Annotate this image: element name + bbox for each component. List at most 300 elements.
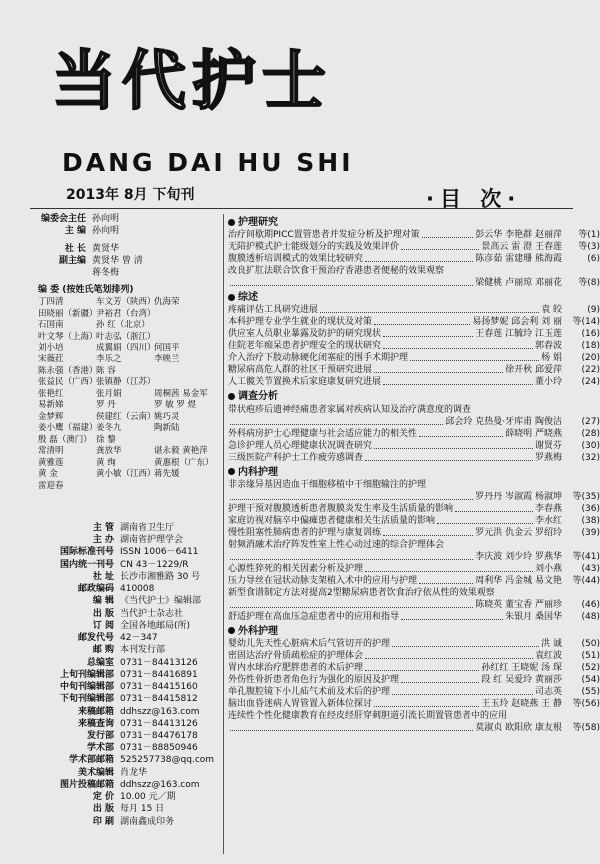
toc-leader-dots (392, 646, 539, 647)
toc-leader-dots (365, 460, 533, 461)
member-name: 成翼娟（四川） (96, 343, 156, 353)
toc-entry-page: (54) (581, 674, 600, 685)
publication-row (38, 620, 218, 632)
toc-entry (228, 651, 600, 662)
member-name (154, 309, 212, 320)
publication-value: 0731－88850946 (120, 743, 198, 754)
toc-entry-authors: 景高云 雷 澄 王春莲 (481, 242, 562, 253)
toc-entry-page: (20) (581, 353, 600, 364)
toc-leader-dots (422, 237, 474, 238)
toc-entry-page: (48) (581, 611, 600, 622)
publication-info (38, 522, 218, 828)
toc-entry-authors: 朱银月 桑国华 (505, 611, 562, 622)
toc-leader-dots (410, 360, 539, 361)
publication-row (38, 571, 218, 583)
toc-entry (228, 429, 600, 440)
toc-entry-authors: 徐开秋 邱爱萍 (505, 365, 562, 376)
toc-entry (228, 405, 600, 416)
toc-section-heading (228, 292, 600, 304)
toc-entry (228, 576, 600, 587)
member-name (154, 435, 212, 446)
publication-row (38, 706, 218, 718)
toc-section-title: 综述 (238, 292, 258, 304)
publication-value: 《当代护士》编辑部 (120, 596, 202, 607)
toc-leader-dots (374, 448, 533, 449)
publication-label: 来稿邮箱 (77, 706, 114, 717)
toc-leader-dots (401, 682, 479, 683)
publication-label: 邮政编码 (77, 584, 114, 595)
toc-entry-title: 改良扩肛法联合饮食干预治疗香港患者便秘的效果观察 (228, 266, 445, 277)
toc-entry (228, 552, 600, 563)
publication-row (38, 779, 218, 791)
publication-row (38, 693, 218, 705)
toc-entry-title: 密固达治疗骨质疏松症的护理体会 (228, 650, 364, 661)
toc-entry (228, 453, 600, 464)
toc-entry-title: 射频消融术治疗阵发性室上性心动过速的综合护理体会 (228, 539, 445, 550)
issue-date: 2013年 8月 下旬刊 (66, 187, 195, 203)
publication-row (38, 644, 218, 656)
publication-row (38, 559, 218, 571)
toc-entry-title: 介入治疗下肢动脉硬化闭塞症的围手术期护理 (228, 353, 409, 364)
toc-entry-authors: 罗燕梅 (534, 452, 562, 463)
journal-title: 当代护士 (52, 45, 332, 119)
toc-entry-page: 等(35) (572, 491, 600, 502)
publication-label: 邮发代号 (77, 633, 114, 644)
publication-label: 下旬刊编辑部 (59, 694, 114, 705)
editorial-value: 蒋冬梅 (92, 267, 120, 278)
member-name: 尹裕君（台湾） (96, 308, 156, 319)
toc-entry (228, 588, 600, 599)
editorial-value: 孙向明 (92, 214, 120, 224)
toc-entry (228, 612, 600, 623)
publication-label: 邮 购 (92, 645, 114, 656)
toc-entry (228, 663, 600, 674)
toc-entry-authors: 王春莲 江毓玲 江玉莲 (475, 329, 562, 340)
member-name: 石国南 (38, 320, 64, 331)
toc-leader-dots (437, 523, 533, 524)
publication-row (38, 608, 218, 620)
publication-label: 学术部 (86, 743, 114, 754)
toc-entry-title: 舒适护理在高血压急症患者中的应用和指导 (228, 611, 400, 622)
header-divider (30, 208, 573, 209)
member-name (154, 377, 212, 388)
toc-entry-authors: 段 红 吴爱玲 黄丽莎 (481, 674, 562, 685)
toc-entry-authors: 薛晓明 严晓燕 (505, 428, 562, 439)
publication-value: 0731－84416891 (120, 669, 198, 680)
toc-entry-page: (50) (581, 638, 600, 649)
toc-entry (228, 504, 600, 515)
toc-entry (228, 317, 600, 328)
member-name: 张镇静（江苏） (96, 377, 156, 388)
toc-entry-title: 糖尿病高危人群的社区干预研究进展 (228, 365, 373, 376)
toc-entry-authors: 李水红 (534, 515, 562, 526)
toc-entry (228, 242, 600, 253)
toc-entry-title: 护理干预对腹膜透析患者腹膜炎发生率及生活质量的影响 (228, 503, 454, 514)
publication-row (38, 718, 218, 730)
toc-entry-page: (6) (587, 254, 600, 265)
toc-entry (228, 278, 600, 289)
toc-entry-authors: 李庆波 刘少玲 罗燕华 (475, 551, 562, 562)
editorial-role (38, 268, 86, 280)
publication-row (38, 816, 218, 828)
publication-value: 本刊发行部 (120, 645, 166, 656)
members-list (38, 297, 212, 492)
toc-entry-title: 家庭访视对脑卒中偏瘫患者健康相关生活质量的影响 (228, 515, 436, 526)
editorial-role: 副主编 (58, 256, 86, 267)
section-bullet-icon (228, 627, 235, 634)
toc-entry-title: 外伤性骨折患者角色行为强化的原因及护理 (228, 674, 400, 685)
toc-entry (228, 441, 600, 452)
publication-label: 美术编辑 (77, 767, 114, 778)
member-name (154, 366, 212, 377)
member-name: 罗 敏 罗 煜 (154, 400, 197, 411)
toc-entry-authors: 王玉玲 赵晓燕 王 静 (481, 698, 562, 709)
member-name: 黄 绚 (96, 457, 116, 468)
member-name (154, 332, 212, 343)
member-name: 徐 黎 (96, 434, 116, 445)
publication-value: 0731－84413126 (120, 657, 198, 668)
member-name: 黄 金 (38, 469, 58, 480)
publication-label: 发行部 (86, 730, 114, 741)
toc-entry-page: 等(58) (572, 722, 600, 733)
editorial-row (38, 226, 212, 238)
toc-entry (228, 540, 600, 551)
member-name: 殷 磊（澳门） (38, 434, 92, 445)
toc-entry-authors: 袁 皎 (541, 305, 562, 316)
publication-value: 湖南省护理学会 (120, 535, 184, 546)
toc-entry (228, 266, 600, 277)
member-name: 李乐之 (96, 354, 122, 365)
publication-row (38, 546, 218, 558)
toc-leader-dots (383, 384, 533, 385)
toc-entry (228, 480, 600, 491)
section-bullet-icon (228, 294, 235, 301)
publication-row (38, 595, 218, 607)
section-bullet-icon (228, 468, 235, 475)
toc-entry-authors: 洪 诚 (541, 638, 562, 649)
toc-leader-dots (365, 670, 479, 671)
publication-row (38, 669, 218, 681)
editorial-row (38, 214, 212, 226)
toc-entry-authors: 谢贤芬 (534, 440, 562, 451)
publication-label: 图片投稿邮箱 (59, 779, 114, 790)
toc-entry (228, 564, 600, 575)
toc-entry-page: (28) (581, 428, 600, 439)
publication-value: ISSN 1006－6411 (120, 547, 199, 558)
masthead (0, 0, 600, 211)
publication-label: 上旬刊编辑部 (59, 669, 114, 680)
publication-label: 出 版 (92, 608, 114, 619)
toc-entry (228, 687, 600, 698)
toc-entry-title: 供应室人员职业暴露及防护的研究现状 (228, 329, 382, 340)
toc-entry (228, 528, 600, 539)
toc-entry-title: 带状疱疹后遗神经痛患者家属对疾病认知及治疗满意度的调查 (228, 404, 472, 415)
publication-label: 中旬刊编辑部 (59, 682, 114, 693)
publication-label: 总编室 (86, 657, 114, 668)
editorial-role: 主 编 (64, 225, 86, 236)
toc-entry-page: 等(44) (572, 575, 600, 586)
toc-entry-authors: 郭春波 (534, 341, 562, 352)
member-name: 易新娣 (38, 400, 64, 411)
toc-entry-page: (43) (581, 563, 600, 574)
member-name: 谌永毅 黄艳萍 (154, 446, 208, 457)
toc-entry-page: (24) (581, 377, 600, 388)
editorial-value: 黄贤华 曾 清 (92, 256, 143, 267)
toc-entry-page: 等(14) (572, 317, 600, 328)
toc-leader-dots (230, 285, 473, 286)
toc-entry (228, 377, 600, 388)
publication-value: 湖南省卫生厅 (120, 523, 175, 533)
toc-entry-authors: 邱会玲 克热曼·牙库甫 陶俊洁 (445, 416, 562, 427)
toc-entry (228, 516, 600, 527)
publication-row (38, 742, 218, 754)
toc-entry (228, 305, 600, 316)
toc-entry (228, 254, 600, 265)
publication-label: 国际标准刊号 (59, 547, 114, 558)
member-name: 常清明 (38, 446, 64, 457)
publication-value: ddhszz@163.com (120, 706, 200, 717)
toc-entry-authors: 周利华 冯金城 易文艳 (475, 575, 562, 586)
toc-leader-dots (320, 312, 539, 313)
toc-entry-page: (38) (581, 515, 600, 526)
toc-entry (228, 365, 600, 376)
toc-entry-page: (39) (581, 527, 600, 538)
publication-row (38, 754, 218, 766)
member-name: 仇海荣 (154, 297, 180, 308)
publication-value: 每月 15 日 (120, 804, 165, 815)
editorial-row (38, 256, 212, 268)
publication-label: 国内统一刊号 (59, 559, 114, 570)
member-name (154, 481, 212, 492)
publication-label: 学术部邮箱 (68, 755, 114, 766)
member-name: 龚放华 (96, 446, 122, 457)
toc-entry-title: 胃内水球治疗肥胖患者的术后护理 (228, 662, 364, 673)
toc-entry-title: 疼痛评估工具研究进展 (228, 305, 319, 316)
toc-leader-dots (383, 348, 533, 349)
member-name: 叶志弘（浙江） (96, 331, 156, 342)
member-name: 刘小培 (38, 343, 64, 353)
toc-entry-authors: 梁健桃 卢丽琼 邓丽花 (475, 278, 562, 289)
member-name: 金梦辉 (38, 411, 64, 422)
toc-entry-authors: 孙红红 王晓妮 汤 琛 (481, 662, 562, 673)
toc-entry-title: 外科病房护士心理健康与社会适应能力的相关性 (228, 428, 418, 439)
toc-leader-dots (383, 535, 473, 536)
toc-entry-page: (32) (581, 452, 600, 463)
publication-value: 0731－84415160 (120, 682, 198, 693)
publication-label: 订 阅 (92, 620, 114, 631)
member-name: 姜冬九 (96, 423, 122, 434)
toc-entry-title: 腹膜透析培训模式的效果比较研究 (228, 254, 364, 265)
publication-label: 来稿查询 (77, 718, 114, 729)
toc-entry (228, 600, 600, 611)
publication-value: 42－347 (120, 633, 158, 644)
publication-value: 当代护士杂志社 (120, 608, 184, 619)
toc-leader-dots (365, 571, 533, 572)
toc-leader-dots (419, 583, 473, 584)
editorial-board (38, 214, 212, 492)
toc-section-heading (228, 217, 600, 229)
publication-value: CN 43－1229/R (120, 559, 189, 570)
member-name: 雷迎春 (38, 480, 64, 491)
toc-entry-authors: 罗元洪 仇金云 罗绍玲 (475, 527, 562, 538)
toc-heading: ·目 次· (426, 187, 522, 211)
toc-entry-authors: 陈晓英 董宝香 严丽珍 (475, 599, 562, 610)
member-name: 周桐茜 易金军 (154, 388, 208, 399)
member-name: 张月娟 (96, 388, 122, 399)
member-name: 孙 红（北京） (96, 320, 150, 331)
toc-entry-page: 等(1) (578, 230, 600, 241)
toc-section-heading (228, 467, 600, 479)
publication-label: 印 刷 (92, 816, 114, 827)
member-name: 陶新陆 (154, 423, 180, 434)
member-name: 车文芳（陕西） (96, 297, 156, 308)
toc-entry (228, 699, 600, 710)
toc-leader-dots (455, 511, 533, 512)
toc-entry (228, 711, 600, 722)
toc-entry-title: 无陪护模式护士能级划分的实践及效果评价 (228, 242, 400, 253)
member-name: 田晓丽（新疆） (38, 308, 98, 319)
publication-value: 410008 (120, 584, 155, 595)
toc-entry-title: 急诊护理人员心理健康状况调查研究 (228, 440, 373, 451)
publication-label: 主 办 (92, 535, 114, 546)
section-bullet-icon (228, 219, 235, 226)
toc-entry-title: 婴幼儿先天性心脏病术后气管切开的护理 (228, 638, 391, 649)
publication-value: 湖南鑫成印务 (120, 816, 175, 827)
toc-entry (228, 492, 600, 503)
toc-entry (228, 230, 600, 241)
toc-entry (228, 329, 600, 340)
toc-entry (228, 417, 600, 428)
toc-entry-title: 新型食谱制定方法对提高2型糖尿病患者饮食治疗依从性的效果观察 (228, 587, 495, 598)
toc-entry-authors: 李春燕 (534, 503, 562, 514)
publication-row (38, 583, 218, 595)
toc-entry-title: 治疗间歇期PICC置管患者并发症分析及护理对策 (228, 230, 420, 241)
toc-entry-authors: 陈彦茹 雷建珊 熊海霞 (475, 254, 562, 265)
publication-label: 编 辑 (92, 596, 114, 607)
member-name: 黄小敏（江西） (96, 469, 156, 480)
editorial-row (38, 268, 212, 280)
toc-entry-page: (46) (581, 599, 600, 610)
member-name (96, 481, 154, 492)
member-name: 侯建红（云南） (96, 411, 156, 422)
toc-leader-dots (383, 336, 473, 337)
toc-leader-dots (374, 372, 503, 373)
toc-entry-title: 非亲缘异基因造血干细胞移植中干细胞输注的护理 (228, 479, 427, 490)
editorial-value: 孙向明 (92, 225, 120, 236)
member-name: 叶文琴（上海） (38, 331, 98, 342)
publication-label: 主 管 (92, 523, 114, 533)
publication-label: 定 价 (92, 792, 114, 803)
toc-entry (228, 675, 600, 686)
editorial-role: 编委会主任 (40, 214, 86, 224)
toc-entry-authors: 杨 娟 (541, 353, 562, 364)
publication-label: 出 版 (92, 804, 114, 815)
journal-pinyin: DANG DAI HU SHI (62, 148, 354, 177)
member-name: 罗 丹 (96, 400, 116, 411)
members-title: 编 委 (按姓氏笔划排列) (38, 285, 134, 296)
toc-entry-page: 等(41) (572, 551, 600, 562)
toc-entry-authors: 刘小燕 (534, 563, 562, 574)
member-name: 姜小鹰（福建） (38, 423, 98, 434)
toc-entry-authors: 彭云华 李艳群 赵丽萍 (475, 230, 562, 241)
toc-entry (228, 341, 600, 352)
member-name: 张艳红 (38, 388, 64, 399)
toc-entry-page: (27) (581, 416, 600, 427)
publication-row (38, 767, 218, 779)
toc-entry-title: 连续性个性化健康教育在经皮经肝穿刺胆道引流长期置管患者中的应用 (228, 710, 508, 721)
publication-label: 社 址 (92, 571, 114, 582)
publication-row (38, 730, 218, 742)
toc-entry-page: (16) (581, 329, 600, 340)
editorial-row (38, 244, 212, 256)
member-name: 张益民（广西） (38, 377, 98, 388)
member-name: 李映兰 (154, 354, 180, 365)
toc-entry-authors: 莫淑贞 欧阳欣 康友根 (475, 722, 562, 733)
toc-entry (228, 639, 600, 650)
toc-entry-authors: 易扬梦妮 邱会利 刘 丽 (472, 317, 562, 328)
toc-leader-dots (365, 658, 533, 659)
member-name: 陈永强（香港） (38, 365, 98, 376)
member-name: 宋薇荭 (38, 354, 64, 365)
toc-entry-title: 心源性猝死的相关因素分析及护理 (228, 563, 364, 574)
publication-value: 0731－84413126 (120, 718, 198, 729)
toc-leader-dots (230, 499, 473, 500)
publication-value: ddhszz@163.com (120, 779, 200, 790)
toc-leader-dots (401, 249, 479, 250)
column-divider (223, 214, 224, 854)
toc-entry-title: 单孔腹腔镜下小儿疝气术前及术后的护理 (228, 686, 391, 697)
toc-entry-title: 压力导丝在冠状动脉支架植入术中的应用与护理 (228, 575, 418, 586)
toc-leader-dots (374, 324, 470, 325)
toc-leader-dots (374, 706, 479, 707)
toc-entry-page: 等(56) (572, 698, 600, 709)
member-name (154, 320, 212, 331)
table-of-contents (228, 214, 600, 735)
toc-leader-dots (230, 730, 473, 731)
member-name: 蒋先媛 (154, 469, 180, 480)
publication-row (38, 681, 218, 693)
toc-entry-page: (22) (581, 365, 600, 376)
toc-leader-dots (419, 436, 503, 437)
toc-entry-page: (18) (581, 341, 600, 352)
publication-value: 全国各地邮局(所) (120, 620, 191, 631)
publication-row (38, 534, 218, 546)
toc-entry-page: (36) (581, 503, 600, 514)
toc-entry-page: (55) (581, 686, 600, 697)
publication-value: 0731－84476178 (120, 730, 198, 741)
toc-section-heading (228, 391, 600, 403)
toc-entry (228, 353, 600, 364)
toc-leader-dots (401, 619, 503, 620)
editorial-value: 黄贤华 (92, 244, 120, 255)
publication-row (38, 803, 218, 815)
toc-leader-dots (365, 261, 473, 262)
publication-row (38, 522, 218, 534)
publication-row (38, 632, 218, 644)
member-name: 黄惠根（广东） (154, 457, 214, 468)
section-bullet-icon (228, 393, 235, 400)
toc-entry-title: 人工髋关节置换术后家庭康复研究进展 (228, 377, 382, 388)
toc-entry-authors: 司志英 (534, 686, 562, 697)
toc-entry-page: 等(3) (578, 242, 600, 253)
toc-entry-authors: 袁红波 (534, 650, 562, 661)
toc-leader-dots (392, 694, 533, 695)
toc-entry-page: (51) (581, 650, 600, 661)
toc-entry-title: 住院老年痴呆患者护理安全的现状研究 (228, 341, 382, 352)
editorial-role: 社 长 (64, 244, 86, 255)
toc-entry-title: 本科护理专业学生就业的现状及对策 (228, 317, 373, 328)
toc-entry-authors: 罗丹丹 岑淑霞 杨淑坤 (475, 491, 562, 502)
